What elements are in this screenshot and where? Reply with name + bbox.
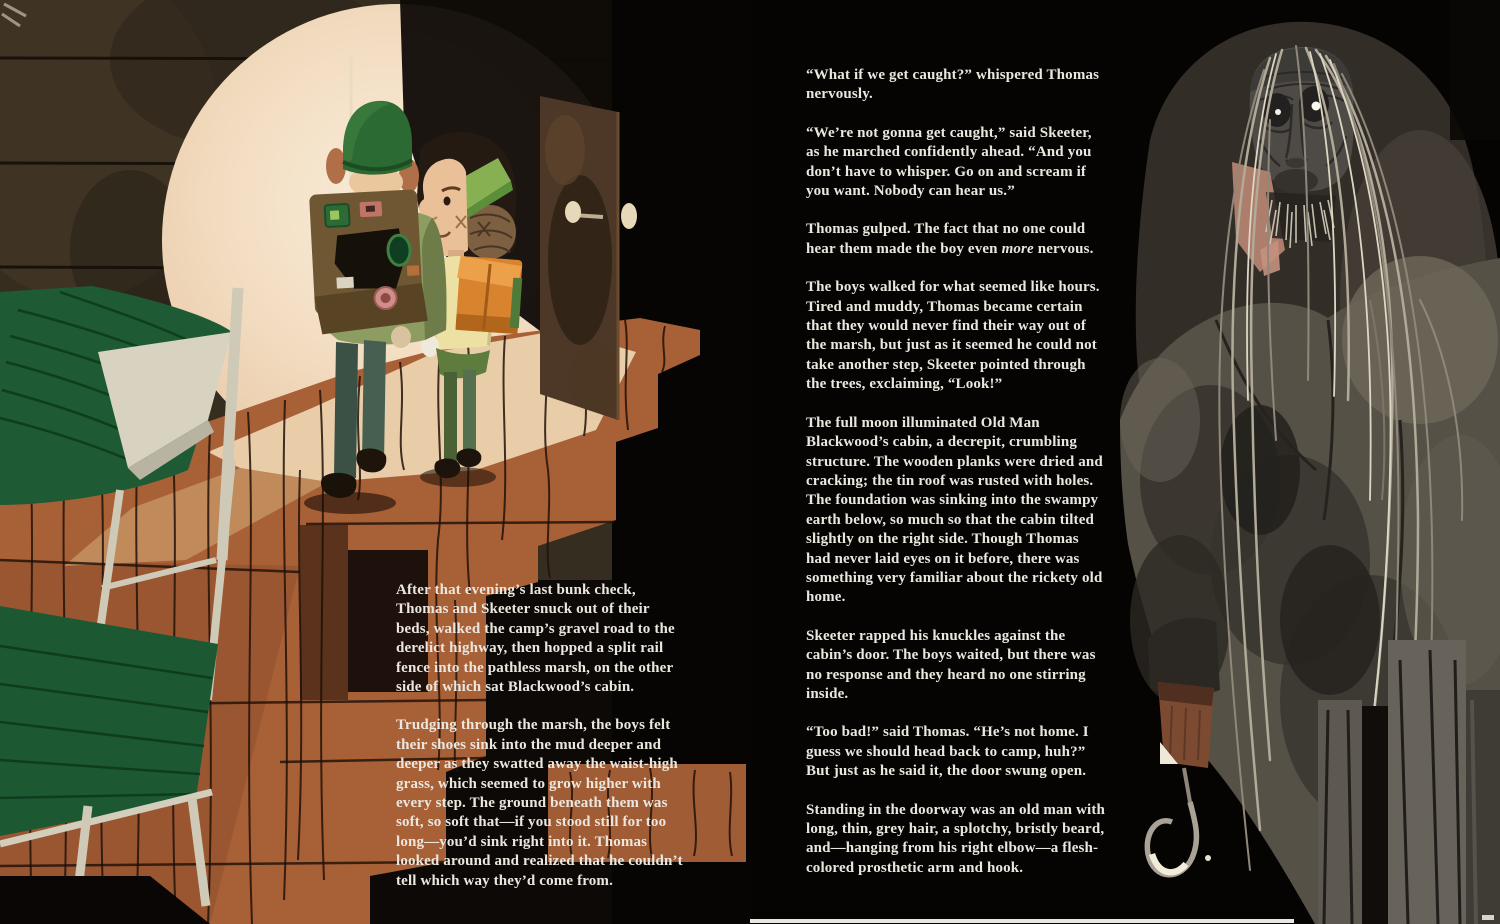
- girl-backpack: [453, 256, 523, 334]
- prosthetic-hook: [1147, 618, 1220, 875]
- right-page-text-block: [806, 66, 1106, 897]
- paragraph-text: Thomas gulped. The fact that no one could hear them made the boy even: [806, 221, 1086, 257]
- left-page-text-block: [396, 581, 684, 910]
- paragraph-text: nervous.: [1033, 240, 1094, 257]
- story-paragraph: Standing in the doorway was an old man with long, thin, grey hair, a splotchy, bristly beard, and—hanging from his right elbow—a flesh-colored prosthetic arm and hook.: [806, 801, 1106, 876]
- old-man-eye: [1312, 102, 1321, 111]
- story-paragraph: “We’re not gonna get caught,” said Skeeter, as he marched confidently ahead. “And you don’t have to whisper. Go on and scream if you want. Nobody can hear us.”: [806, 124, 1092, 200]
- old-man-figure: [1120, 0, 1500, 924]
- girl-eye: [444, 197, 451, 206]
- story-paragraph: Skeeter rapped his knuckles against the cabin’s door. The boys waited, but there was no response and they heard no one stirring inside.: [806, 627, 1096, 702]
- story-paragraph: The full moon illuminated Old Man Blackwood’s cabin, a decrepit, crumbling structure. The wooden planks were dried and cracking; the tin roof was rusted with holes. The foundation was sinking into the swampy earth below, so much so that the cabin tilted slightly on the right side. Though Thomas had never laid eyes on it before, there was something very familiar about the rickety old home.: [806, 414, 1103, 606]
- emphasized-word: more: [1001, 240, 1034, 257]
- corner-mark: [1482, 915, 1494, 920]
- story-paragraph: [806, 220, 1106, 259]
- story-paragraph: After that evening’s last bunk check, Thomas and Skeeter snuck out of their beds, walked the camp’s gravel road to the derelict highway, then hopped a split rail fence into the pathless marsh, on the other side of which sat Blackwood’s cabin.: [396, 582, 675, 696]
- doorknob-inner: [565, 201, 581, 223]
- hook-glint: [1152, 854, 1186, 872]
- girl-leg: [463, 370, 476, 454]
- story-paragraph: Trudging through the marsh, the boys felt their shoes sink into the mud deeper and deeper as they swatted away the waist-high grass, which seemed to grow higher with every step. The ground beneath them was soft, so soft that—if you stood still for too long—you’d sink right into it. Thomas looked around and realized that he couldn’t tell which way they’d come from.: [396, 717, 683, 889]
- hook-shank: [1184, 768, 1190, 802]
- backpack-patch-oval: [387, 235, 411, 266]
- doorknob-outer: [621, 203, 637, 229]
- boy-leg: [362, 340, 386, 462]
- story-paragraph: “What if we get caught?” whispered Thomas nervously.: [806, 67, 1100, 103]
- boy-backpack: [309, 189, 428, 335]
- old-man-illustration: [1120, 0, 1500, 924]
- story-paragraph: The boys walked for what seemed like hours. Tired and muddy, Thomas became certain that they would never find their way out of the marsh, but just as it seemed he could not take another step, Skeeter pointed through the trees, exclaiming, “Look!”: [806, 279, 1100, 393]
- backpack-tag: [336, 277, 354, 289]
- girl-leg: [444, 372, 457, 462]
- boy-leg: [334, 342, 358, 478]
- boy-hand: [391, 326, 411, 348]
- old-man-mouth-area: [1274, 169, 1318, 193]
- old-man-eye: [1275, 109, 1281, 115]
- story-paragraph: “Too bad!” said Thomas. “He’s not home. I guess we should head back to camp, huh?” But just as he said it, the door swung open.: [806, 724, 1089, 780]
